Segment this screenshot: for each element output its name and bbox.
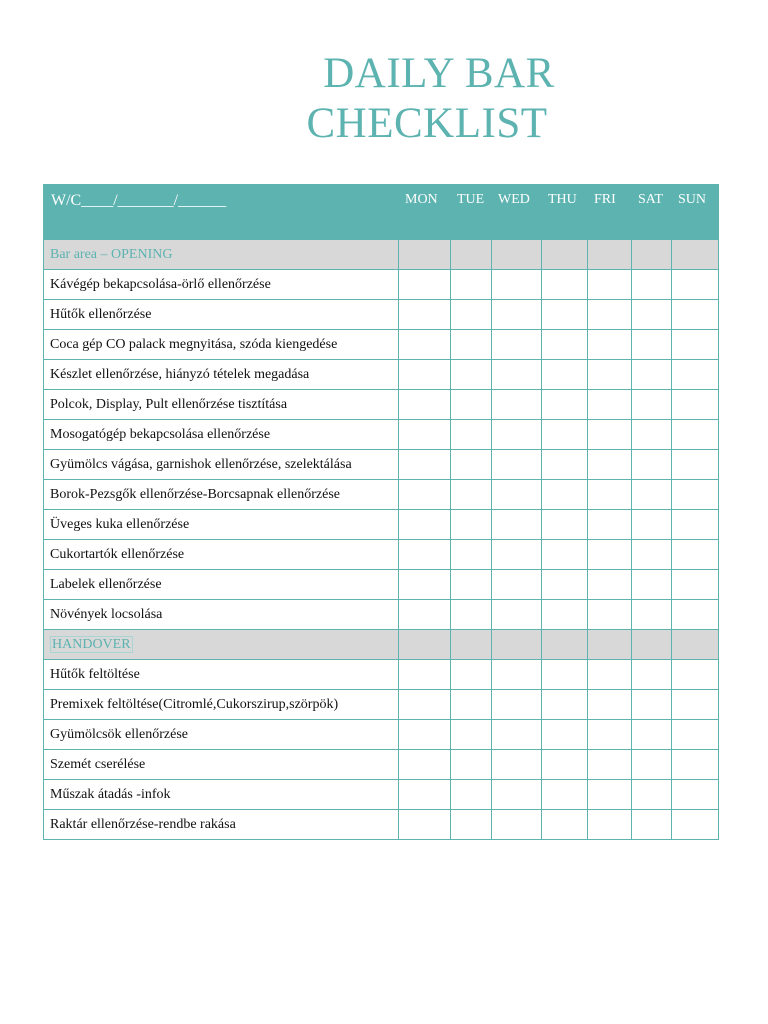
- check-cell-mon[interactable]: [399, 540, 451, 570]
- check-cell-sun[interactable]: [672, 330, 719, 360]
- check-cell-wed[interactable]: [492, 420, 542, 450]
- check-cell-sat[interactable]: [632, 510, 672, 540]
- section-cell-wed: [492, 630, 542, 660]
- task-row: [44, 450, 719, 480]
- check-cell-sat[interactable]: [632, 540, 672, 570]
- task-row: [44, 270, 719, 300]
- check-cell-fri[interactable]: [588, 750, 632, 780]
- check-cell-fri[interactable]: [588, 570, 632, 600]
- check-cell-fri[interactable]: [588, 390, 632, 420]
- task-label: Készlet ellenőrzése, hiányzó tételek megadása: [44, 360, 399, 390]
- task-row: [44, 600, 719, 630]
- check-cell-wed[interactable]: [492, 300, 542, 330]
- check-cell-thu[interactable]: [542, 540, 588, 570]
- section-cell-thu: [542, 630, 588, 660]
- check-cell-wed[interactable]: [492, 360, 542, 390]
- check-cell-sun[interactable]: [672, 540, 719, 570]
- check-cell-tue[interactable]: [451, 510, 492, 540]
- check-cell-tue[interactable]: [451, 450, 492, 480]
- check-cell-tue[interactable]: [451, 750, 492, 780]
- check-cell-fri[interactable]: [588, 690, 632, 720]
- check-cell-wed[interactable]: [492, 270, 542, 300]
- check-cell-sat[interactable]: [632, 420, 672, 450]
- check-cell-mon[interactable]: [399, 570, 451, 600]
- check-cell-thu[interactable]: [542, 330, 588, 360]
- check-cell-mon[interactable]: [399, 360, 451, 390]
- check-cell-tue[interactable]: [451, 780, 492, 810]
- task-label: Gyümölcs vágása, garnishok ellenőrzése, szelektálása: [44, 450, 399, 480]
- check-cell-sat[interactable]: [632, 360, 672, 390]
- check-cell-thu[interactable]: [542, 510, 588, 540]
- check-cell-sat[interactable]: [632, 720, 672, 750]
- task-row: [44, 540, 719, 570]
- check-cell-mon[interactable]: [399, 330, 451, 360]
- check-cell-fri[interactable]: [588, 780, 632, 810]
- check-cell-wed[interactable]: [492, 390, 542, 420]
- check-cell-fri[interactable]: [588, 300, 632, 330]
- check-cell-wed[interactable]: [492, 780, 542, 810]
- check-cell-sat[interactable]: [632, 810, 672, 840]
- task-label: Műszak átadás -infok: [44, 780, 399, 810]
- check-cell-mon[interactable]: [399, 780, 451, 810]
- check-cell-sun[interactable]: [672, 420, 719, 450]
- check-cell-sat[interactable]: [632, 750, 672, 780]
- check-cell-thu[interactable]: [542, 390, 588, 420]
- task-row: [44, 330, 719, 360]
- task-label: Labelek ellenőrzése: [44, 570, 399, 600]
- day-header-thu: THU: [542, 185, 588, 240]
- check-cell-mon[interactable]: [399, 690, 451, 720]
- check-cell-fri[interactable]: [588, 480, 632, 510]
- day-header-sat: SAT: [632, 185, 672, 240]
- check-cell-thu[interactable]: [542, 780, 588, 810]
- check-cell-mon[interactable]: [399, 600, 451, 630]
- task-row: [44, 810, 719, 840]
- check-cell-sat[interactable]: [632, 690, 672, 720]
- check-cell-thu[interactable]: [542, 690, 588, 720]
- check-cell-sun[interactable]: [672, 780, 719, 810]
- section-cell-tue: [451, 630, 492, 660]
- day-header-mon: MON: [399, 185, 451, 240]
- section-cell-sat: [632, 240, 672, 270]
- check-cell-sat[interactable]: [632, 390, 672, 420]
- task-label: Szemét cserélése: [44, 750, 399, 780]
- check-cell-thu[interactable]: [542, 420, 588, 450]
- task-label: Hűtők ellenőrzése: [44, 300, 399, 330]
- check-cell-sat[interactable]: [632, 570, 672, 600]
- task-label: Mosogatógép bekapcsolása ellenőrzése: [44, 420, 399, 450]
- check-cell-mon[interactable]: [399, 480, 451, 510]
- check-cell-thu[interactable]: [542, 660, 588, 690]
- check-cell-mon[interactable]: [399, 720, 451, 750]
- check-cell-thu[interactable]: [542, 360, 588, 390]
- section-cell-mon: [399, 630, 451, 660]
- page-title-line-1: DAILY BAR: [323, 50, 555, 97]
- check-cell-fri[interactable]: [588, 450, 632, 480]
- check-cell-thu[interactable]: [542, 810, 588, 840]
- check-cell-tue[interactable]: [451, 420, 492, 450]
- section-label-text: HANDOVER: [52, 636, 131, 652]
- task-label: Gyümölcsök ellenőrzése: [44, 720, 399, 750]
- task-row: [44, 720, 719, 750]
- check-cell-wed[interactable]: [492, 510, 542, 540]
- check-cell-sun[interactable]: [672, 270, 719, 300]
- task-label: Hűtők feltöltése: [44, 660, 399, 690]
- check-cell-fri[interactable]: [588, 420, 632, 450]
- check-cell-thu[interactable]: [542, 480, 588, 510]
- section-row: [44, 630, 719, 660]
- check-cell-wed[interactable]: [492, 600, 542, 630]
- check-cell-tue[interactable]: [451, 690, 492, 720]
- check-cell-fri[interactable]: [588, 600, 632, 630]
- task-row: [44, 660, 719, 690]
- check-cell-sun[interactable]: [672, 810, 719, 840]
- check-cell-tue[interactable]: [451, 480, 492, 510]
- week-commencing-label: W/C____/_______/______: [44, 185, 399, 240]
- check-cell-wed[interactable]: [492, 330, 542, 360]
- check-cell-sat[interactable]: [632, 480, 672, 510]
- check-cell-sun[interactable]: [672, 360, 719, 390]
- task-row: [44, 480, 719, 510]
- check-cell-thu[interactable]: [542, 300, 588, 330]
- check-cell-fri[interactable]: [588, 720, 632, 750]
- section-row: [44, 240, 719, 270]
- task-label: Raktár ellenőrzése-rendbe rakása: [44, 810, 399, 840]
- check-cell-mon[interactable]: [399, 450, 451, 480]
- check-cell-wed[interactable]: [492, 450, 542, 480]
- check-cell-tue[interactable]: [451, 360, 492, 390]
- check-cell-mon[interactable]: [399, 390, 451, 420]
- check-cell-sun[interactable]: [672, 570, 719, 600]
- check-cell-sun[interactable]: [672, 690, 719, 720]
- check-cell-mon[interactable]: [399, 750, 451, 780]
- task-label: Polcok, Display, Pult ellenőrzése tisztítása: [44, 390, 399, 420]
- check-cell-tue[interactable]: [451, 660, 492, 690]
- task-row: [44, 300, 719, 330]
- task-label: Kávégép bekapcsolása-örlő ellenőrzése: [44, 270, 399, 300]
- task-row: [44, 390, 719, 420]
- check-cell-sat[interactable]: [632, 330, 672, 360]
- task-row: [44, 750, 719, 780]
- day-header-sun: SUN: [672, 185, 719, 240]
- check-cell-wed[interactable]: [492, 690, 542, 720]
- check-cell-sun[interactable]: [672, 600, 719, 630]
- check-cell-wed[interactable]: [492, 540, 542, 570]
- check-cell-sun[interactable]: [672, 300, 719, 330]
- section-cell-sat: [632, 630, 672, 660]
- check-cell-thu[interactable]: [542, 570, 588, 600]
- day-header-fri: FRI: [588, 185, 632, 240]
- check-cell-fri[interactable]: [588, 660, 632, 690]
- day-header-wed: WED: [492, 185, 542, 240]
- check-cell-tue[interactable]: [451, 720, 492, 750]
- task-label: Cukortartók ellenőrzése: [44, 540, 399, 570]
- check-cell-wed[interactable]: [492, 720, 542, 750]
- section-cell-sun: [672, 630, 719, 660]
- check-cell-mon[interactable]: [399, 510, 451, 540]
- check-cell-tue[interactable]: [451, 570, 492, 600]
- check-cell-wed[interactable]: [492, 660, 542, 690]
- check-cell-fri[interactable]: [588, 360, 632, 390]
- section-cell-fri: [588, 630, 632, 660]
- page-title-line-2: CHECKLIST: [306, 100, 548, 147]
- checklist-table: [43, 184, 719, 840]
- section-cell-sun: [672, 240, 719, 270]
- task-row: [44, 690, 719, 720]
- check-cell-sat[interactable]: [632, 600, 672, 630]
- section-cell-mon: [399, 240, 451, 270]
- check-cell-thu[interactable]: [542, 600, 588, 630]
- check-cell-sat[interactable]: [632, 450, 672, 480]
- check-cell-sun[interactable]: [672, 750, 719, 780]
- check-cell-sun[interactable]: [672, 660, 719, 690]
- check-cell-sun[interactable]: [672, 510, 719, 540]
- check-cell-tue[interactable]: [451, 540, 492, 570]
- check-cell-wed[interactable]: [492, 480, 542, 510]
- task-label: Növények locsolása: [44, 600, 399, 630]
- section-cell-wed: [492, 240, 542, 270]
- check-cell-tue[interactable]: [451, 600, 492, 630]
- section-cell-tue: [451, 240, 492, 270]
- task-row: [44, 360, 719, 390]
- check-cell-thu[interactable]: [542, 750, 588, 780]
- day-header-tue: TUE: [451, 185, 492, 240]
- check-cell-mon[interactable]: [399, 300, 451, 330]
- check-cell-mon[interactable]: [399, 270, 451, 300]
- check-cell-sat[interactable]: [632, 300, 672, 330]
- check-cell-sun[interactable]: [672, 450, 719, 480]
- check-cell-tue[interactable]: [451, 330, 492, 360]
- check-cell-sat[interactable]: [632, 660, 672, 690]
- check-cell-fri[interactable]: [588, 540, 632, 570]
- check-cell-sun[interactable]: [672, 390, 719, 420]
- task-label: Coca gép CO palack megnyitása, szóda kiengedése: [44, 330, 399, 360]
- check-cell-tue[interactable]: [451, 810, 492, 840]
- task-row: [44, 780, 719, 810]
- task-label: Premixek feltöltése(Citromlé,Cukorszirup,szörpök): [44, 690, 399, 720]
- check-cell-fri[interactable]: [588, 510, 632, 540]
- checklist-body: [44, 240, 719, 840]
- section-label: [44, 240, 399, 270]
- check-cell-tue[interactable]: [451, 300, 492, 330]
- task-row: [44, 420, 719, 450]
- check-cell-thu[interactable]: [542, 720, 588, 750]
- header-row: [44, 185, 719, 240]
- check-cell-fri[interactable]: [588, 270, 632, 300]
- task-label: Borok-Pezsgők ellenőrzése-Borcsapnak ellenőrzése: [44, 480, 399, 510]
- check-cell-wed[interactable]: [492, 810, 542, 840]
- check-cell-tue[interactable]: [451, 270, 492, 300]
- check-cell-fri[interactable]: [588, 330, 632, 360]
- check-cell-thu[interactable]: [542, 450, 588, 480]
- check-cell-sun[interactable]: [672, 480, 719, 510]
- check-cell-sat[interactable]: [632, 780, 672, 810]
- check-cell-thu[interactable]: [542, 270, 588, 300]
- check-cell-mon[interactable]: [399, 660, 451, 690]
- check-cell-fri[interactable]: [588, 810, 632, 840]
- section-label: [44, 630, 399, 660]
- task-label: Üveges kuka ellenőrzése: [44, 510, 399, 540]
- section-cell-thu: [542, 240, 588, 270]
- task-row: [44, 510, 719, 540]
- check-cell-sun[interactable]: [672, 720, 719, 750]
- section-label-text: Bar area – OPENING: [50, 246, 173, 262]
- check-cell-wed[interactable]: [492, 570, 542, 600]
- check-cell-mon[interactable]: [399, 420, 451, 450]
- section-cell-fri: [588, 240, 632, 270]
- check-cell-mon[interactable]: [399, 810, 451, 840]
- check-cell-wed[interactable]: [492, 750, 542, 780]
- check-cell-sat[interactable]: [632, 270, 672, 300]
- check-cell-tue[interactable]: [451, 390, 492, 420]
- task-row: [44, 570, 719, 600]
